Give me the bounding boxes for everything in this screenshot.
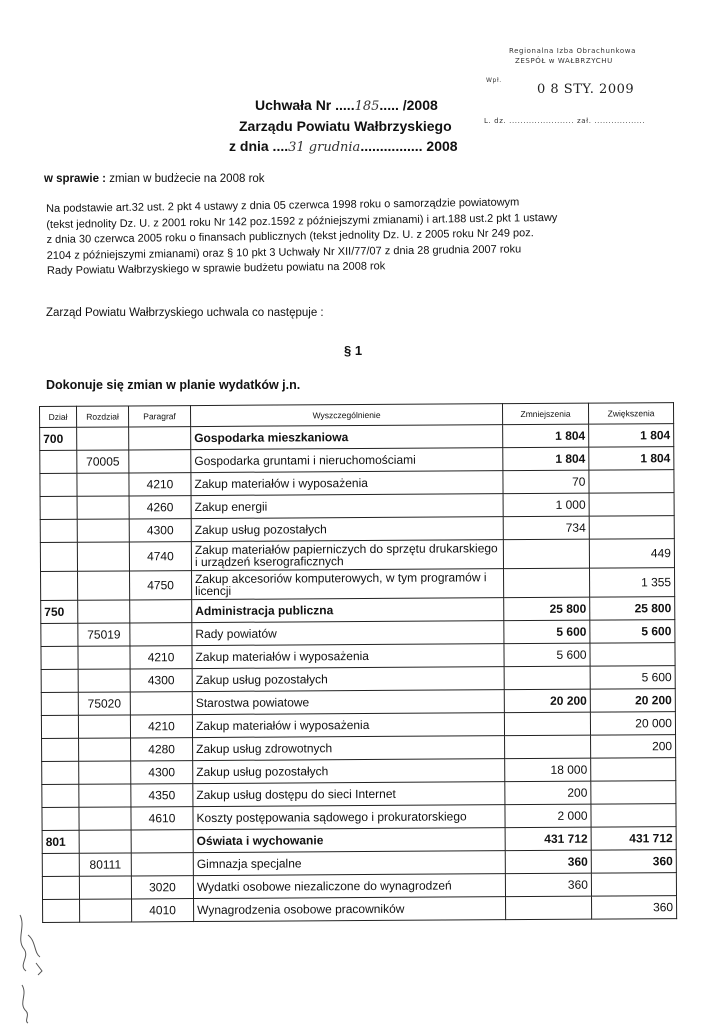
rozdzial-cell: 70005	[77, 450, 129, 473]
increase-cell: 1 355	[590, 568, 675, 598]
decrease-cell: 20 200	[504, 689, 590, 713]
rozdzial-cell: 80111	[79, 853, 131, 876]
description-cell: Gospodarka mieszkaniowa	[191, 425, 503, 450]
description-cell: Koszty postępowania sądowego i prokuratorskiego	[193, 805, 505, 830]
increase-cell: 360	[592, 896, 677, 920]
rozdzial-cell	[77, 473, 129, 496]
increase-cell	[589, 470, 674, 494]
increase-cell	[589, 516, 674, 540]
paragraf-cell: 4300	[129, 519, 191, 542]
paragraf-cell	[131, 853, 193, 876]
description-cell: Zakup usług zdrowotnych	[193, 736, 505, 761]
resolution-number: Uchwała Nr .....185..... /2008	[255, 97, 438, 114]
description-cell: Gospodarka gruntami i nieruchomościami	[191, 448, 503, 473]
rozdzial-cell	[77, 519, 129, 542]
rozdzial-cell	[79, 761, 131, 784]
paragraf-cell: 4300	[131, 761, 193, 784]
decrease-cell	[506, 896, 592, 920]
paragraf-cell	[129, 450, 191, 473]
decrease-cell: 1 804	[503, 447, 589, 471]
stamp-ldz: L. dz. ....................... zał. ..................	[484, 117, 646, 125]
dzial-cell	[42, 738, 79, 761]
decrease-cell: 5 600	[504, 620, 590, 644]
increase-cell: 25 800	[590, 597, 675, 621]
paragraf-cell	[130, 692, 192, 715]
dzial-cell	[42, 853, 79, 876]
paragraf-cell: 4210	[129, 473, 191, 496]
rozdzial-cell	[78, 669, 130, 692]
col-wyszczegolnienie-header: Wyszczególnienie	[191, 404, 503, 427]
increase-cell: 431 712	[591, 827, 676, 851]
subject-line	[44, 173, 265, 185]
description-cell: Zakup materiałów i wyposażenia	[192, 644, 504, 669]
subject-text: zmian w budżecie na 2008 rok	[109, 173, 265, 185]
decrease-cell: 360	[505, 873, 591, 897]
description-cell: Oświata i wychowanie	[193, 828, 505, 853]
rozdzial-cell	[80, 899, 132, 922]
dzial-cell	[40, 473, 77, 496]
description-cell: Starostwa powiatowe	[192, 690, 504, 715]
legal-basis: Na podstawie art.32 ust. 2 pkt 4 ustawy z dnia 05 czerwca 1998 roku o samorządzie powiatowym (tekst jednolity Dz. U. z 2001 roku Nr 142 poz.1592 z późniejszymi zmianami) i art.188 ust.2 pkt 1 ustawy z dnia 30 czerwca 2005 roku o finansach publicznych (tekst jednolity Dz. U. z 2005 roku Nr 249 poz. 2104 z późniejszymi zmianami) oraz § 10 pkt 3 Uchwały Nr XII/77/07 z dnia 28 grudnia 2007 roku Rady Powiatu Wałbrzyskiego w sprawie budżetu powiatu na 2008 rok	[46, 196, 558, 277]
decrease-cell: 200	[505, 781, 591, 805]
decrease-cell: 18 000	[505, 758, 591, 782]
increase-cell	[590, 643, 675, 667]
paragraf-cell: 4210	[130, 646, 192, 669]
dzial-cell	[41, 715, 78, 738]
decrease-cell	[504, 712, 590, 736]
table-row	[41, 568, 675, 601]
rozdzial-cell	[78, 715, 130, 738]
dzial-cell	[40, 496, 77, 519]
description-cell: Wynagrodzenia osobowe pracowników	[194, 897, 506, 922]
rozdzial-cell	[79, 807, 131, 830]
paragraf-cell: 4010	[132, 899, 194, 922]
dzial-cell: 801	[42, 830, 79, 853]
dzial-cell	[42, 807, 79, 830]
paragraf-cell: 4350	[131, 784, 193, 807]
rozdzial-cell	[77, 542, 129, 571]
stamp-date: 0 8 STY. 2009	[537, 82, 635, 97]
table-row	[43, 896, 677, 923]
rozdzial-cell	[77, 496, 129, 519]
increase-cell: 200	[591, 735, 676, 759]
dzial-cell: 750	[41, 600, 78, 623]
col-paragraf-header: Paragraf	[129, 406, 191, 427]
increase-cell: 5 600	[590, 620, 675, 644]
paragraph-mark: § 1	[344, 343, 363, 358]
decrease-cell: 360	[505, 850, 591, 874]
description-cell: Zakup usług pozostałych	[193, 759, 505, 784]
dzial-cell	[42, 761, 79, 784]
resolution-date: z dnia ....31 grudnia................ 2008	[229, 138, 458, 155]
table-row	[40, 539, 674, 572]
dzial-cell	[41, 646, 78, 669]
rozdzial-cell	[78, 571, 130, 600]
rozdzial-cell	[79, 738, 131, 761]
increase-cell: 360	[591, 850, 676, 874]
rozdzial-cell	[79, 876, 131, 899]
rozdzial-cell	[79, 830, 131, 853]
paragraf-cell	[129, 427, 191, 450]
expenditure-table	[39, 402, 677, 923]
dzial-cell	[42, 876, 79, 899]
decrease-cell: 734	[503, 516, 589, 540]
paragraf-cell: 4210	[130, 715, 192, 738]
increase-cell: 1 804	[589, 424, 674, 448]
stamp-office: Regionalna Izba Obrachunkowa	[509, 47, 637, 55]
decrease-cell: 2 000	[505, 804, 591, 828]
description-cell: Administracja publiczna	[192, 598, 504, 623]
rozdzial-cell	[78, 600, 130, 623]
resolves-line: Zarząd Powiatu Wałbrzyskiego uchwala co następuje :	[46, 307, 324, 319]
stamp-team: ZESPÓŁ w WAŁBRZYCHU	[515, 57, 613, 65]
decrease-cell: 25 800	[504, 597, 590, 621]
decrease-cell	[503, 539, 589, 569]
col-dzial-header: Dział	[40, 406, 77, 427]
decrease-cell: 5 600	[504, 643, 590, 667]
increase-cell	[591, 781, 676, 805]
description-cell: Wydatki osobowe niezaliczone do wynagrodzeń	[193, 874, 505, 899]
issuer-title: Zarządu Powiatu Wałbrzyskiego	[239, 118, 452, 134]
increase-cell	[591, 758, 676, 782]
paragraf-cell: 4610	[131, 807, 193, 830]
col-rozdzial-header: Rozdział	[77, 406, 129, 427]
decrease-cell: 1 804	[503, 424, 589, 448]
dzial-cell	[40, 519, 77, 542]
dzial-cell	[41, 571, 78, 600]
paragraf-cell: 4740	[129, 542, 191, 571]
paragraf-cell: 3020	[131, 876, 193, 899]
decrease-cell	[504, 666, 590, 690]
rozdzial-cell	[77, 427, 129, 450]
description-cell: Zakup materiałów papierniczych do sprzętu drukarskiego i urządzeń kserograficznych	[191, 540, 503, 571]
dzial-cell	[40, 450, 77, 473]
description-cell: Zakup usług pozostałych	[192, 667, 504, 692]
handwritten-number: 185	[354, 99, 380, 114]
increase-cell	[591, 873, 676, 897]
paragraf-cell	[130, 623, 192, 646]
subject-label: w sprawie :	[44, 173, 106, 185]
rozdzial-cell: 75019	[78, 623, 130, 646]
description-cell: Gimnazja specjalne	[193, 851, 505, 876]
dzial-cell	[41, 623, 78, 646]
description-cell: Zakup usług pozostałych	[191, 517, 503, 542]
decrease-cell: 70	[503, 470, 589, 494]
rozdzial-cell: 75020	[78, 692, 130, 715]
description-cell: Zakup materiałów i wyposażenia	[192, 713, 504, 738]
paragraf-cell: 4300	[130, 669, 192, 692]
rozdzial-cell	[79, 784, 131, 807]
increase-cell: 449	[589, 539, 674, 569]
increase-cell: 20 200	[590, 689, 675, 713]
increase-cell	[589, 493, 674, 517]
increase-cell: 1 804	[589, 447, 674, 471]
paragraf-cell	[130, 600, 192, 623]
signature-mark	[6, 905, 56, 1024]
dzial-cell	[40, 542, 77, 571]
decrease-cell	[504, 568, 590, 598]
increase-cell	[591, 804, 676, 828]
paragraf-cell: 4260	[129, 496, 191, 519]
dzial-cell	[41, 669, 78, 692]
col-zwiekszenia-header: Zwiększenia	[588, 403, 673, 425]
decrease-cell: 431 712	[505, 827, 591, 851]
dzial-cell	[41, 692, 78, 715]
section-title: Dokonuje się zmian w planie wydatków j.n.	[46, 378, 301, 392]
paragraf-cell: 4280	[131, 738, 193, 761]
paragraf-cell	[131, 830, 193, 853]
col-zmniejszenia-header: Zmniejszenia	[502, 403, 588, 425]
description-cell: Zakup usług dostępu do sieci Internet	[193, 782, 505, 807]
decrease-cell: 1 000	[503, 493, 589, 517]
description-cell: Zakup akcesoriów komputerowych, w tym programów i licencji	[192, 569, 504, 600]
paragraf-cell: 4750	[130, 571, 192, 600]
description-cell: Zakup energii	[191, 494, 503, 519]
stamp-wpl-label: Wpł.	[486, 77, 502, 84]
handwritten-date: 31 grudnia	[288, 140, 361, 155]
rozdzial-cell	[78, 646, 130, 669]
decrease-cell	[505, 735, 591, 759]
increase-cell: 5 600	[590, 666, 675, 690]
dzial-cell	[42, 784, 79, 807]
description-cell: Rady powiatów	[192, 621, 504, 646]
increase-cell: 20 000	[590, 712, 675, 736]
description-cell: Zakup materiałów i wyposażenia	[191, 471, 503, 496]
dzial-cell: 700	[40, 427, 77, 450]
